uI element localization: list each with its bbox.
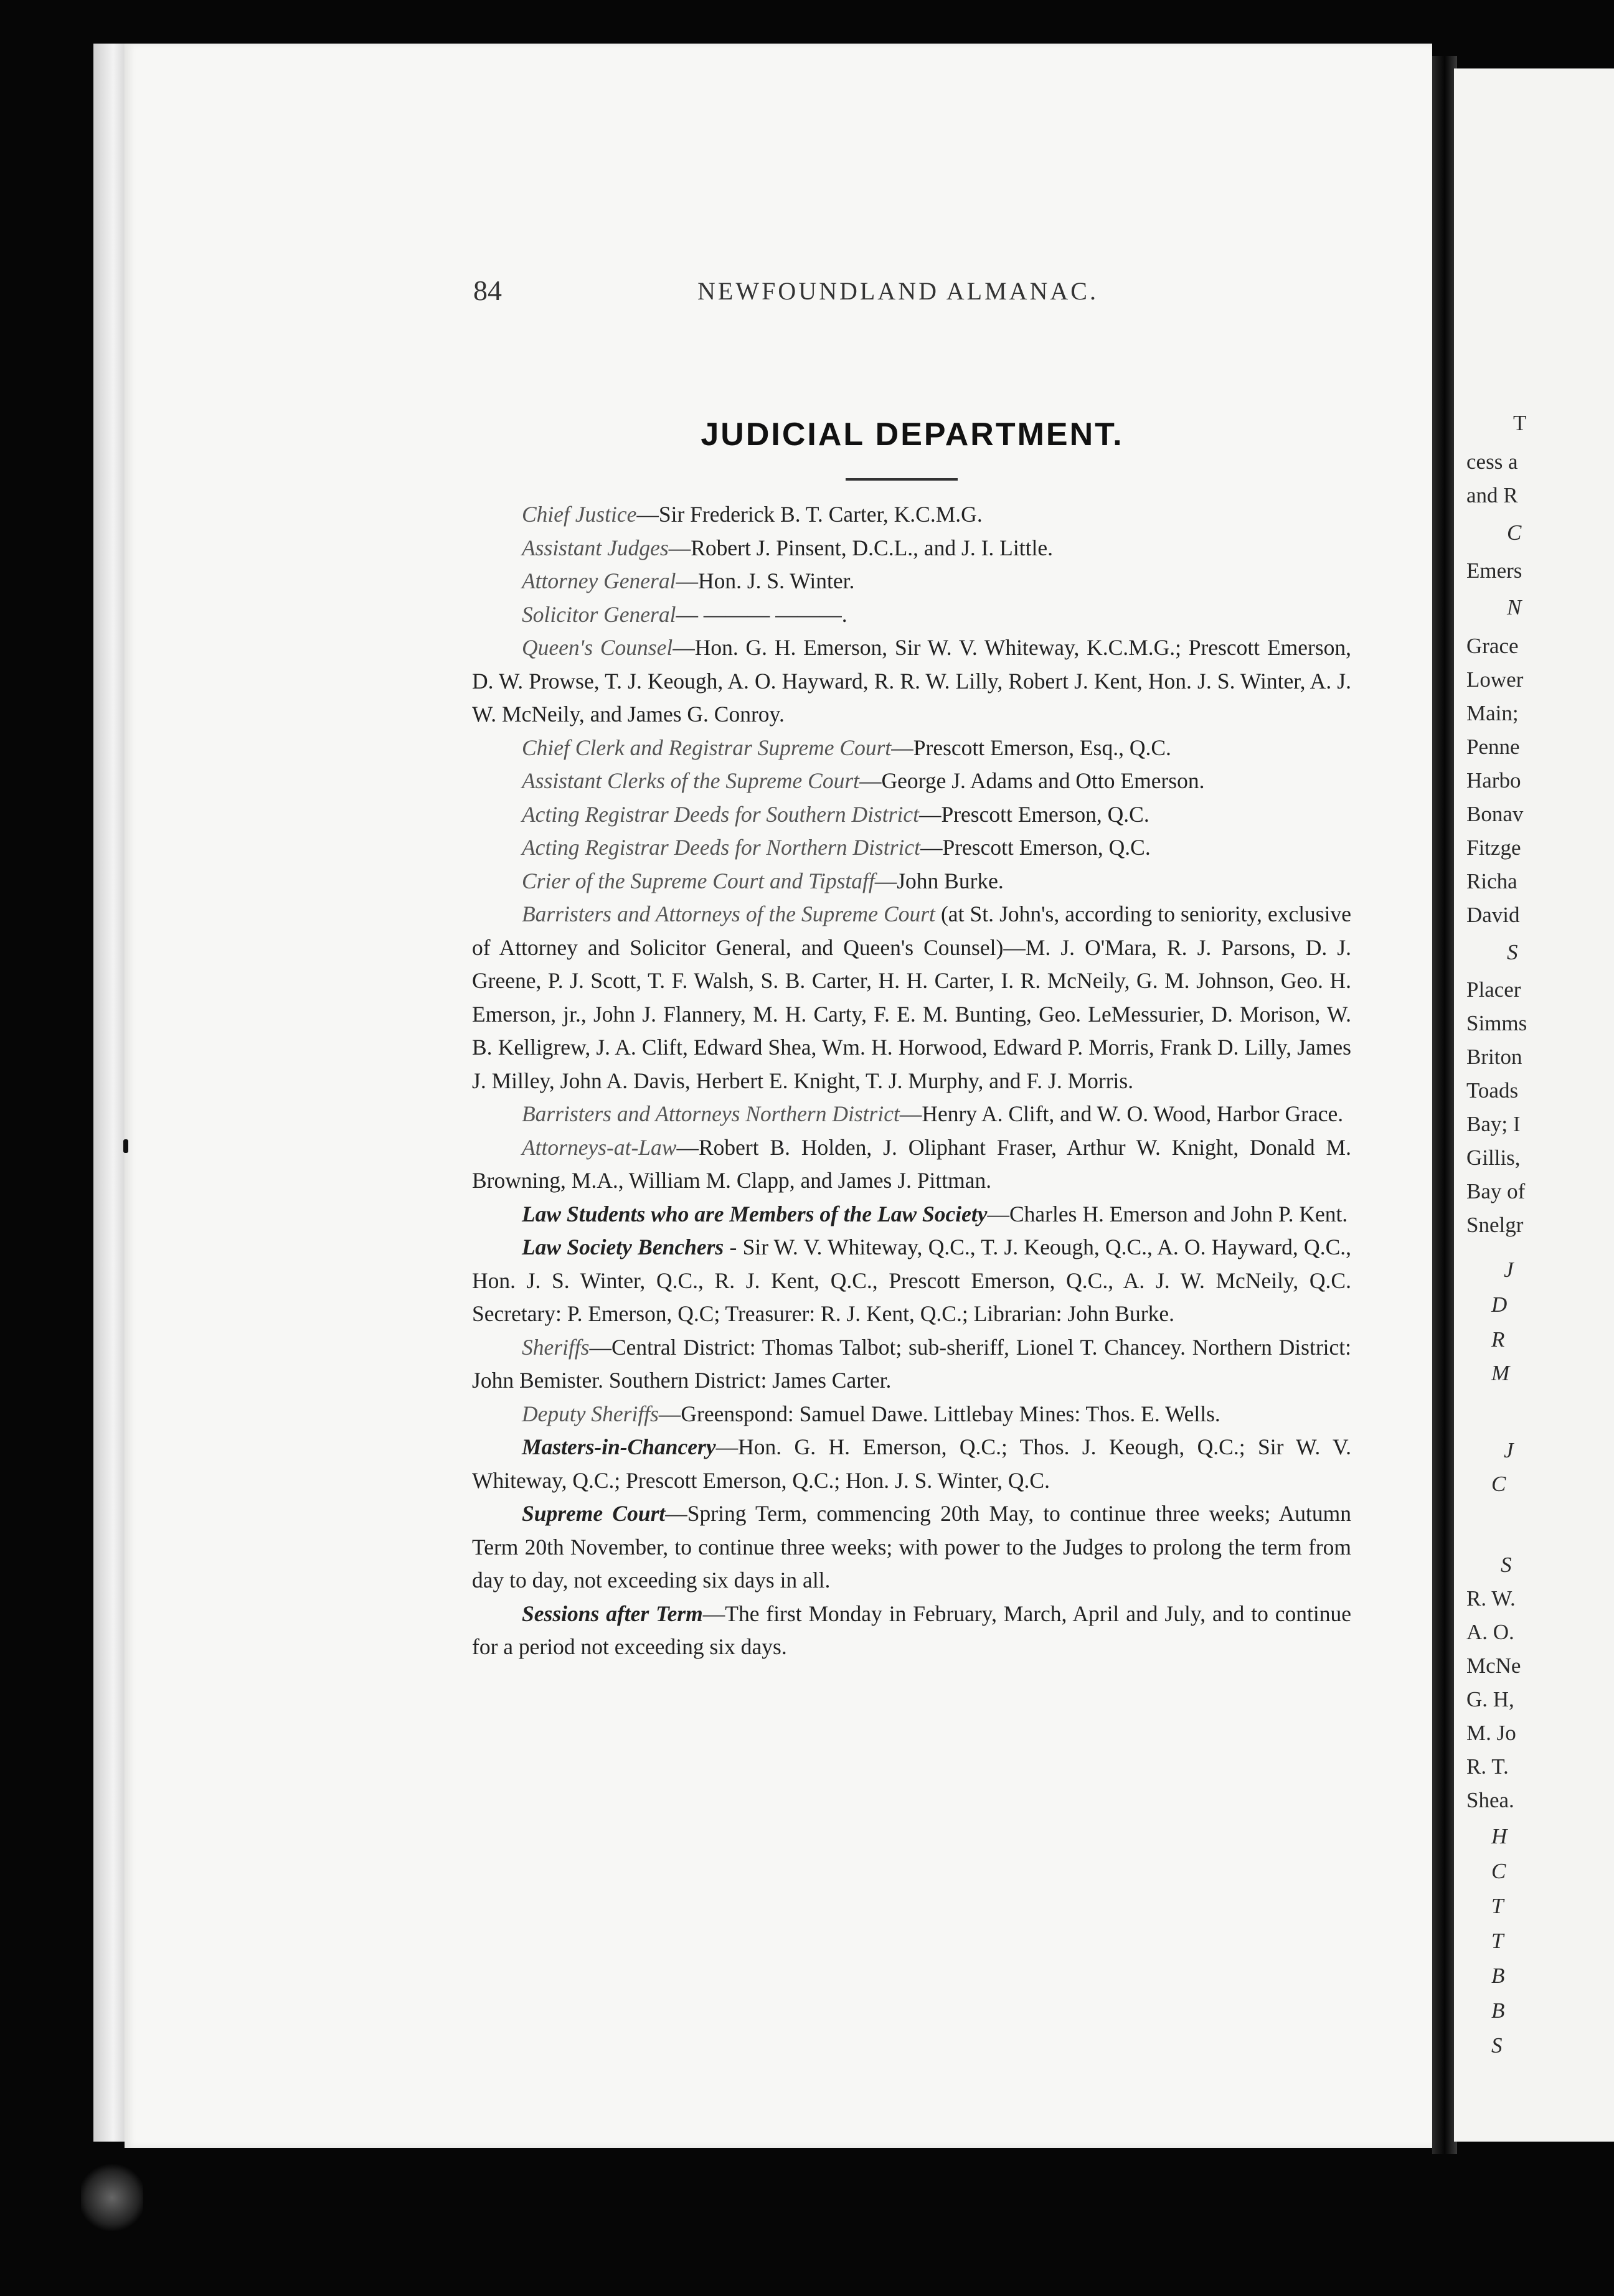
entry-label: Supreme Court xyxy=(522,1501,666,1526)
entry-label: Attorneys-at-Law xyxy=(522,1134,677,1160)
facing-page-fragment: Snelgr xyxy=(1466,1213,1524,1237)
facing-page-fragment: and R xyxy=(1466,483,1518,507)
facing-page-fragment: Harbo xyxy=(1466,768,1521,793)
entry xyxy=(472,732,1351,765)
entry-text: —John Burke. xyxy=(874,868,1004,893)
entry-text: —Hon. J. S. Winter. xyxy=(676,568,855,593)
facing-page-fragment: Placer xyxy=(1466,977,1521,1002)
facing-page-fragment: Lower xyxy=(1466,667,1524,692)
entry-text: —Henry A. Clift, and W. O. Wood, Harbor Grace. xyxy=(899,1101,1344,1126)
facing-page-fragment: Bonav xyxy=(1466,802,1524,826)
entry-label: Assistant Clerks of the Supreme Court xyxy=(522,768,860,793)
entry-label: Acting Registrar Deeds for Southern District xyxy=(522,801,919,827)
facing-page-fragment: S xyxy=(1501,1553,1512,1577)
running-head xyxy=(473,274,1357,311)
scan-stain xyxy=(81,2160,143,2235)
facing-page-fragment: N xyxy=(1507,595,1522,619)
entry xyxy=(472,765,1351,798)
entry-text: —The first Monday in February, March, April and July, and to continue for a period not exceeding six days. xyxy=(472,1601,1351,1659)
facing-page-fragment: Emers xyxy=(1466,558,1522,583)
entry-text: —Central District: Thomas Talbot; sub-sheriff, Lionel T. Chancey. Northern District: John Bemister. Southern District: James Carter. xyxy=(472,1334,1351,1393)
section-title: JUDICIAL DEPARTMENT. xyxy=(701,416,1124,453)
entry-label: Queen's Counsel xyxy=(522,635,673,660)
facing-page-fragment: Richa xyxy=(1466,869,1517,893)
page-number: 84 xyxy=(473,275,502,306)
entry-label: Law Society Benchers xyxy=(522,1235,724,1259)
entry xyxy=(472,1198,1351,1231)
entry-text: - Sir W. V. Whiteway, Q.C., T. J. Keough, Q.C., A. O. Hayward, Q.C., Hon. J. S. Winter, Q.C., R. J. Kent, Q.C., Prescott Emerson, Q.C., A. J. W. McNeily, Q.C. Secretary: P. Emerson, Q.C; Treasurer: R. J. Kent, Q.C.; Librarian: John Burke. xyxy=(472,1235,1351,1326)
entry-text: —Greenspond: Samuel Dawe. Littlebay Mines: Thos. E. Wells. xyxy=(658,1401,1220,1426)
entry-label: Acting Registrar Deeds for Northern District xyxy=(522,835,920,860)
facing-page-fragment: Shea. xyxy=(1466,1788,1514,1812)
facing-page-fragment: C xyxy=(1507,520,1522,545)
facing-page-fragment: M xyxy=(1491,1361,1510,1385)
entry-label: Sessions after Term xyxy=(522,1601,703,1626)
entry xyxy=(472,631,1351,732)
ink-mark xyxy=(123,1139,128,1153)
entry-text: —Charles H. Emerson and John P. Kent. xyxy=(987,1201,1348,1226)
entries-list xyxy=(472,498,1351,1664)
facing-page-fragment: Grace xyxy=(1466,634,1519,658)
entry xyxy=(472,898,1351,1098)
entry xyxy=(472,565,1351,598)
entry xyxy=(472,598,1351,632)
facing-page-fragment: S xyxy=(1507,940,1518,964)
facing-page-fragment: David xyxy=(1466,903,1520,927)
facing-page-fragment: Bay of xyxy=(1466,1179,1526,1203)
facing-page-fragment: S xyxy=(1491,2033,1503,2058)
entry-label: Deputy Sheriffs xyxy=(522,1401,659,1426)
facing-page-fragment: Main; xyxy=(1466,701,1519,725)
facing-page-fragment: J xyxy=(1504,1438,1514,1462)
entry-text: —Hon. G. H. Emerson, Sir W. V. Whiteway, K.C.M.G.; Prescott Emerson, D. W. Prowse, T. J. Keough, A. O. Hayward, R. R. W. Lilly, Robert J. Kent, Hon. J. S. Winter, A. J. W. McNeily, and James G. Conroy. xyxy=(472,635,1352,727)
facing-page-fragment: B xyxy=(1491,1964,1505,1988)
entry-text: —Prescott Emerson, Q.C. xyxy=(918,801,1149,827)
entry-text: —Sir Frederick B. T. Carter, K.C.M.G. xyxy=(636,502,983,527)
entry-label: Assistant Judges xyxy=(522,535,669,560)
title-rule xyxy=(846,478,958,481)
entry xyxy=(472,1497,1351,1597)
entry xyxy=(472,1597,1351,1664)
entry xyxy=(472,498,1351,532)
facing-page-fragment: R xyxy=(1491,1327,1505,1352)
facing-page-fragment: Gillis, xyxy=(1466,1146,1521,1170)
entry-label: Masters-in-Chancery xyxy=(522,1434,716,1459)
entry xyxy=(472,1098,1351,1131)
entry xyxy=(472,831,1351,865)
facing-page-fragment: T xyxy=(1491,1929,1504,1953)
entry xyxy=(472,1398,1351,1431)
entry-label: Attorney General xyxy=(522,568,676,593)
entry-label: Crier of the Supreme Court and Tipstaff xyxy=(522,868,875,893)
facing-page-fragment: cess a xyxy=(1466,449,1518,474)
entry-label: Barristers and Attorneys of the Supreme Court xyxy=(522,901,935,926)
entry-text: —Hon. G. H. Emerson, Q.C.; Thos. J. Keough, Q.C.; Sir W. V. Whiteway, Q.C.; Prescott Emerson, Q.C.; Hon. J. S. Winter, Q.C. xyxy=(472,1434,1351,1493)
entry xyxy=(472,1231,1351,1331)
entry-text: —George J. Adams and Otto Emerson. xyxy=(859,768,1205,793)
facing-page-fragment: McNe xyxy=(1466,1654,1521,1678)
facing-page-fragment: C xyxy=(1491,1859,1506,1883)
facing-page-fragment: Simms xyxy=(1466,1011,1527,1035)
entry xyxy=(472,532,1351,565)
entry xyxy=(472,1131,1351,1198)
facing-page-fragment: C xyxy=(1491,1472,1506,1496)
facing-page-fragment: Fitzge xyxy=(1466,835,1521,860)
running-head-title: NEWFOUNDLAND ALMANAC. xyxy=(697,277,1098,305)
entry-text: —Robert B. Holden, J. Oliphant Fraser, Arthur W. Knight, Donald M. Browning, M.A., William M. Clapp, and James J. Pittman. xyxy=(472,1134,1351,1193)
facing-page-fragment: T xyxy=(1491,1894,1504,1918)
facing-page-fragment: R. W. xyxy=(1466,1586,1516,1611)
facing-page-fragment: Bay; I xyxy=(1466,1112,1521,1136)
entry-label: Chief Clerk and Registrar Supreme Court xyxy=(522,735,892,760)
facing-page-fragment: H xyxy=(1491,1824,1508,1848)
facing-page-fragment: J xyxy=(1504,1258,1514,1282)
entry-text: —Spring Term, commencing 20th May, to continue three weeks; Autumn Term 20th November, to continue three weeks; with power to the Judges to prolong the term from day to day, not exceeding six days in all. xyxy=(472,1501,1351,1593)
facing-page xyxy=(1454,68,1614,2142)
entry xyxy=(472,1331,1351,1398)
facing-page-fragment: Toads xyxy=(1466,1078,1519,1103)
facing-page-fragment: Penne xyxy=(1466,735,1520,759)
facing-page-fragment: B xyxy=(1491,1998,1505,2023)
entry-label: Law Students who are Members of the Law Society xyxy=(522,1201,988,1226)
entry-label: Barristers and Attorneys Northern District xyxy=(522,1101,900,1126)
facing-page-fragment: Briton xyxy=(1466,1045,1522,1069)
entry-label: Sheriffs xyxy=(522,1334,590,1360)
entry xyxy=(472,1431,1351,1497)
entry-label: Solicitor General xyxy=(522,601,676,627)
entry-text: — ——— ———. xyxy=(676,601,847,627)
entry-text: —Prescott Emerson, Esq., Q.C. xyxy=(891,735,1171,760)
facing-page-fragment: R. T. xyxy=(1466,1754,1509,1779)
entry-text: (at St. John's, according to seniority, exclusive of Attorney and Solicitor General, and Queen's Counsel)—M. J. O'Mara, R. J. Parsons, D. J. Greene, P. J. Scott, T. F. Walsh, S. B. Carter, H. H. Carter, I. R. McNeily, G. M. Johnson, Geo. H. Emerson, jr., John J. Flannery, M. H. Carty, F. E. M. Bunting, Geo. LeMessurier, D. Morison, W. B. Kelligrew, J. A. Clift, Edward Shea, Wm. H. Horwood, Edward P. Morris, Frank D. Lilly, James J. Milley, John A. Davis, Herbert E. Knight, T. J. Murphy, and F. J. Morris. xyxy=(472,901,1351,1093)
facing-page-fragment: T xyxy=(1513,411,1527,435)
entry xyxy=(472,798,1351,832)
entry-label: Chief Justice xyxy=(522,502,637,527)
entry xyxy=(472,865,1351,898)
entry-text: —Robert J. Pinsent, D.C.L., and J. I. Little. xyxy=(668,535,1053,560)
facing-page-fragment: A. O. xyxy=(1466,1620,1514,1644)
facing-page-fragment: D xyxy=(1491,1292,1508,1317)
entry-text: —Prescott Emerson, Q.C. xyxy=(920,835,1151,860)
facing-page-fragment: G. H, xyxy=(1466,1687,1514,1711)
book-gutter xyxy=(1432,56,1457,2154)
facing-page-fragment: M. Jo xyxy=(1466,1721,1516,1745)
